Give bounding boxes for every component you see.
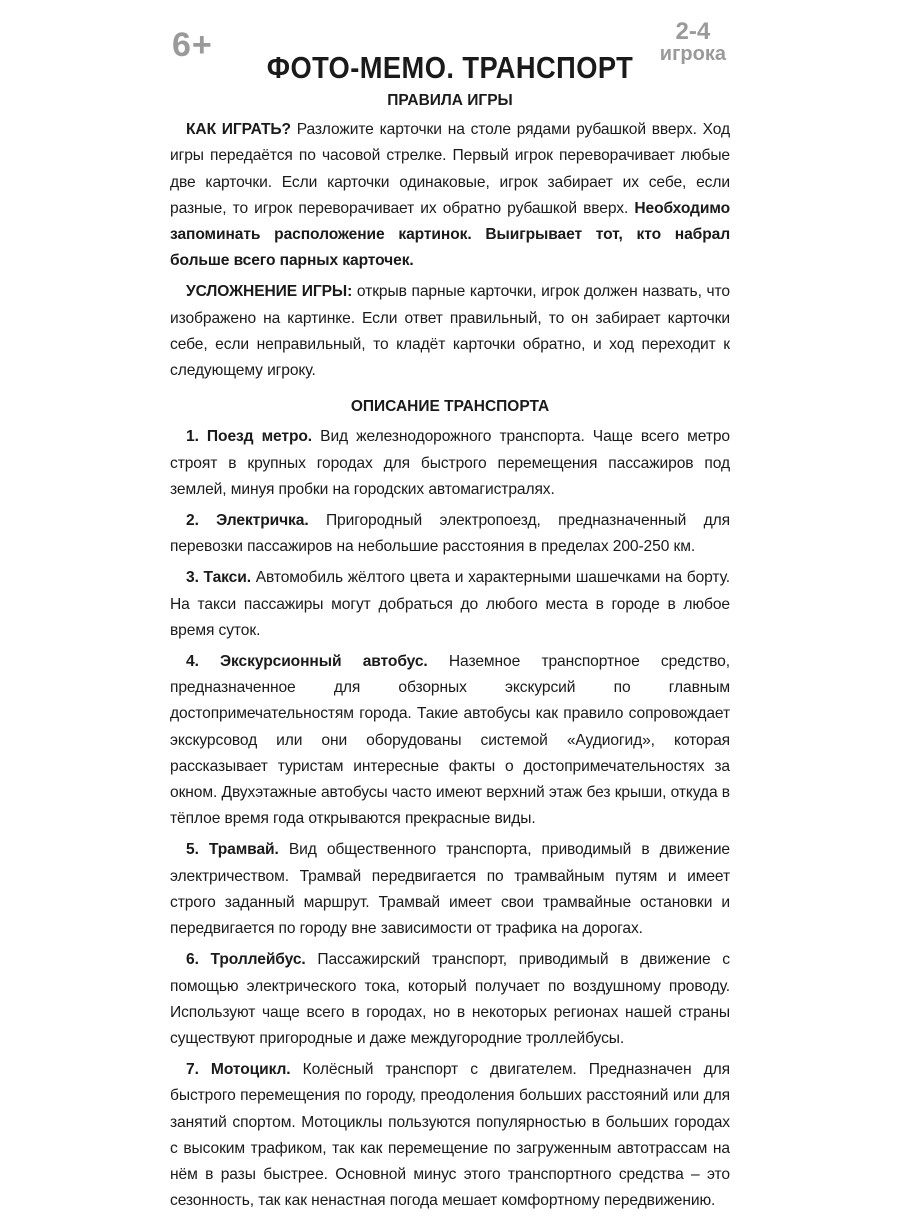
rules-heading: ПРАВИЛА ИГРЫ — [387, 92, 513, 109]
transport-item — [170, 1057, 730, 1214]
transport-item — [170, 947, 730, 1052]
description-heading: ОПИСАНИЕ ТРАНСПОРТА — [350, 398, 550, 416]
transport-item-text: Вид железнодорожного транспорта. Чаще всего метро строят в крупных городах для быстрого перемещения пассажиров под землей, минуя пробки на городских автомагистралях. — [170, 428, 731, 498]
transport-item — [170, 508, 730, 560]
transport-item-text: Пригородный электропоезд, предназначенный для перевозки пассажиров на небольшие расстояния в пределах 200-250 км. — [170, 512, 730, 556]
how-to-play-text: Разложите карточки на столе рядами рубашкой вверх. Ход игры передаётся по часовой стрелке. Первый игрок переворачивает любые две карточки. Если карточки одинаковые, игрок забирает их себе, если разные, то игрок переворачивает их обратно рубашкой вверх. — [170, 121, 730, 217]
players-label: игрока — [659, 43, 726, 65]
complication-lead: УСЛОЖНЕНИЕ ИГРЫ: — [186, 283, 353, 301]
transport-item — [170, 649, 730, 832]
page-title: ФОТО-МЕМО. ТРАНСПОРТ — [266, 50, 634, 85]
transport-item-title: 5. Трамвай. — [186, 841, 279, 859]
transport-item-title: 4. Экскурсионный автобус. — [186, 653, 428, 671]
age-rating-badge: 6+ — [172, 26, 213, 64]
complication-paragraph — [170, 279, 730, 384]
transport-item-text: Наземное транспортное средство, предназначенное для обзорных экскурсий по главным достопримечательностям города. Такие автобусы как правило сопровождает экскурсовод или они оборудованы системой «Аудиогид», которая рассказывает туристам интересные факты о достопримечательностях за окном. Двухэтажные автобусы часто имеют верхний этаж без крыши, откуда в тёплое время года открываются прекрасные виды. — [170, 653, 730, 828]
document-body — [170, 88, 730, 1219]
transport-item-text: Автомобиль жёлтого цвета и характерными шашечками на борту. На такси пассажиры могут добраться до любого места в городе в любое время суток. — [170, 569, 730, 639]
transport-item-title: 7. Мотоцикл. — [186, 1061, 291, 1079]
transport-item-text: Вид общественного транспорта, приводимый в движение электричеством. Трамвай передвигается по трамвайным путям и имеет строго заданный маршрут. Трамвай имеет свои трамвайные остановки и передвигается по городу вне зависимости от трафика на дорогах. — [170, 841, 731, 938]
transport-item — [170, 424, 730, 503]
how-to-play-lead: КАК ИГРАТЬ? — [186, 121, 291, 139]
players-count: 2-4 — [675, 18, 711, 45]
how-to-play-emphasis: Необходимо запоминать расположение картинок. Выигрывает тот, кто набрал больше всего парных карточек. — [170, 199, 730, 270]
transport-item-title: 3. Такси. — [186, 569, 251, 587]
transport-item-text: Пассажирский транспорт, приводимый в движение с помощью электрического тока, который получает по воздушному проводу. Используют чаще всего в городах, но в некоторых регионах нашей страны существуют пригородные и даже междугородние троллейбусы. — [170, 951, 730, 1047]
transport-item-title: 2. Электричка. — [186, 512, 309, 530]
transport-item — [170, 837, 730, 942]
transport-item-text: Колёсный транспорт с двигателем. Предназначен для быстрого перемещения по городу, преодоления больших расстояний или для занятий спортом. Мотоциклы пользуются популярностью в больших городах с высоким трафиком, так как перемещение по загруженным автотрассам на нём в разы быстрее. Основной минус этого транспортного средства – это сезонность, так как ненастная погода мешает комфортному передвижению. — [170, 1061, 730, 1210]
transport-item-title: 1. Поезд метро. — [186, 428, 313, 446]
transport-item — [170, 565, 730, 644]
how-to-play-paragraph — [170, 117, 730, 274]
transport-item-title: 6. Троллейбус. — [186, 951, 306, 969]
complication-text: открыв парные карточки, игрок должен назвать, что изображено на картинке. Если ответ правильный, то он забирает карточки себе, если неправильный, то кладёт карточки обратно, и ход переходит к следующему игроку. — [170, 283, 730, 380]
